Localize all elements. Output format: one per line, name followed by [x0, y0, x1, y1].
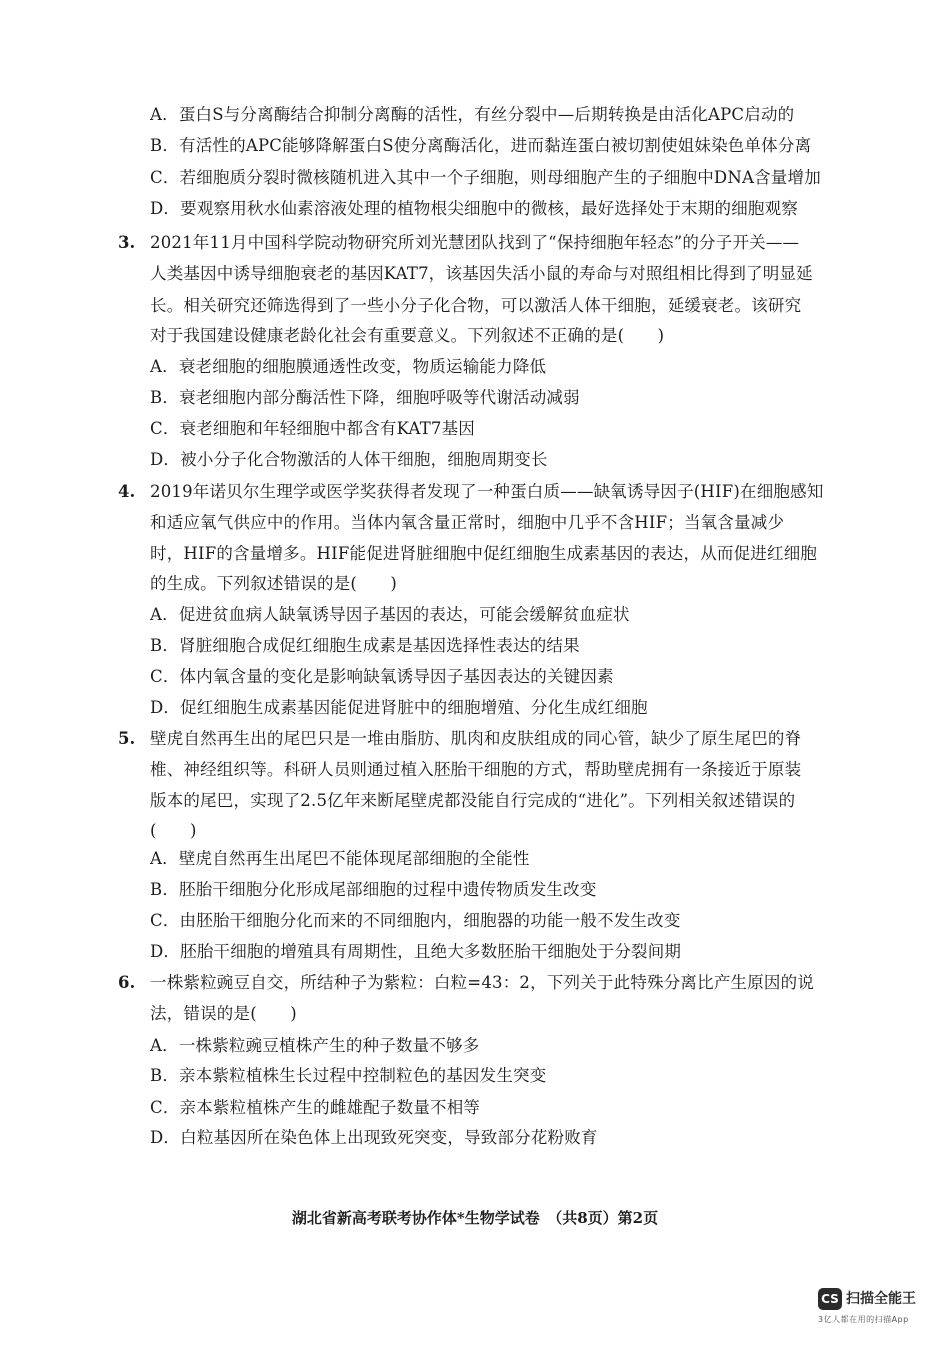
- q2-option-b: B．有活性的APC能够降解蛋白S使分离酶活化，进而黏连蛋白被切割使姐妹染色单体分离: [150, 136, 812, 155]
- q4-stem-line: 2019年诺贝尔生理学或医学奖获得者发现了一种蛋白质——缺氧诱导因子(HIF)在细胞感知: [150, 482, 824, 501]
- q5-option-c: C．由胚胎干细胞分化而来的不同细胞内，细胞器的功能一般不发生改变: [150, 911, 681, 930]
- page-footer: 湖北省新高考联考协作体*生物学试卷 （共8页）第2页: [291, 1209, 659, 1227]
- q4-number: 4.: [118, 482, 136, 501]
- q4-option-d: D．促红细胞生成素基因能促进肾脏中的细胞增殖、分化生成红细胞: [150, 698, 648, 717]
- q5-stem-line: 壁虎自然再生出的尾巴只是一堆由脂肪、肌肉和皮肤组成的同心管，缺少了原生尾巴的脊: [150, 729, 802, 748]
- q4-option-c: C．体内氧含量的变化是影响缺氧诱导因子基因表达的关键因素: [150, 667, 614, 686]
- q2-option-a: A．蛋白S与分离酶结合抑制分离酶的活性，有丝分裂中—后期转换是由活化APC启动的: [150, 105, 795, 124]
- q2-option-d: D．要观察用秋水仙素溶液处理的植物根尖细胞中的微核，最好选择处于末期的细胞观察: [150, 199, 799, 218]
- watermark-brand-name: 扫描全能王: [846, 1291, 916, 1307]
- q3-option-c: C．衰老细胞和年轻细胞中都含有KAT7基因: [150, 419, 475, 438]
- q4-option-b: B．肾脏细胞合成促红细胞生成素是基因选择性表达的结果: [150, 636, 580, 655]
- q3-option-d: D．被小分子化合物激活的人体干细胞，细胞周期变长: [150, 450, 548, 469]
- q3-stem-line: 人类基因中诱导细胞衰老的基因KAT7，该基因失活小鼠的寿命与对照组相比得到了明显延: [150, 264, 813, 283]
- q4-stem-line: 时，HIF的含量增多。HIF能促进肾脏细胞中促红细胞生成素基因的表达，从而促进红细胞: [150, 544, 818, 563]
- q4-option-a: A．促进贫血病人缺氧诱导因子基因的表达，可能会缓解贫血症状: [150, 605, 630, 624]
- q5-stem-line: 版本的尾巴，实现了2.5亿年来断尾壁虎都没能自行完成的“进化”。下列相关叙述错误的: [150, 791, 796, 810]
- watermark-tagline: 3亿人都在用的扫描App: [818, 1315, 909, 1324]
- q6-stem-line: 一株紫粒豌豆自交，所结种子为紫粒：白粒=43：2，下列关于此特殊分离比产生原因的说: [150, 973, 815, 992]
- q3-option-a: A．衰老细胞的细胞膜通透性改变，物质运输能力降低: [150, 357, 547, 376]
- q6-option-d: D．白粒基因所在染色体上出现致死突变，导致部分花粉败育: [150, 1128, 598, 1147]
- q5-option-b: B．胚胎干细胞分化形成尾部细胞的过程中遗传物质发生改变: [150, 880, 597, 899]
- q6-number: 6.: [118, 973, 136, 992]
- q3-stem-line: 长。相关研究还筛选得到了一些小分子化合物，可以激活人体干细胞，延缓衰老。该研究: [150, 296, 802, 315]
- q4-stem-line: 和适应氧气供应中的作用。当体内氧含量正常时，细胞中几乎不含HIF；当氧含量减少: [150, 513, 785, 532]
- q5-number: 5.: [118, 729, 136, 748]
- q5-stem-line: ( ): [150, 821, 197, 840]
- q4-stem-line: 的生成。下列叙述错误的是( ): [150, 574, 398, 593]
- q6-option-a: A．一株紫粒豌豆植株产生的种子数量不够多: [150, 1036, 480, 1055]
- q6-option-b: B．亲本紫粒植株生长过程中控制粒色的基因发生突变: [150, 1066, 547, 1085]
- q3-stem-line: 2021年11月中国科学院动物研究所刘光慧团队找到了“保持细胞年轻态”的分子开关——: [150, 233, 800, 252]
- q5-option-a: A．壁虎自然再生出尾巴不能体现尾部细胞的全能性: [150, 849, 530, 868]
- q3-option-b: B．衰老细胞内部分酶活性下降，细胞呼吸等代谢活动减弱: [150, 388, 580, 407]
- q3-number: 3.: [118, 233, 136, 252]
- q6-option-c: C．亲本紫粒植株产生的雌雄配子数量不相等: [150, 1098, 481, 1117]
- q5-option-d: D．胚胎干细胞的增殖具有周期性，且绝大多数胚胎干细胞处于分裂间期: [150, 942, 682, 961]
- q2-option-c: C．若细胞质分裂时微核随机进入其中一个子细胞，则母细胞产生的子细胞中DNA含量增加: [150, 168, 821, 187]
- scanner-watermark: [818, 1288, 938, 1332]
- camscanner-logo-icon: CS: [818, 1288, 842, 1310]
- q6-stem-line: 法，错误的是( ): [150, 1004, 297, 1023]
- q5-stem-line: 椎、神经组织等。科研人员则通过植入胚胎干细胞的方式，帮助壁虎拥有一条接近于原装: [150, 760, 802, 779]
- q3-stem-line: 对于我国建设健康老龄化社会有重要意义。下列叙述不正确的是( ): [150, 326, 665, 345]
